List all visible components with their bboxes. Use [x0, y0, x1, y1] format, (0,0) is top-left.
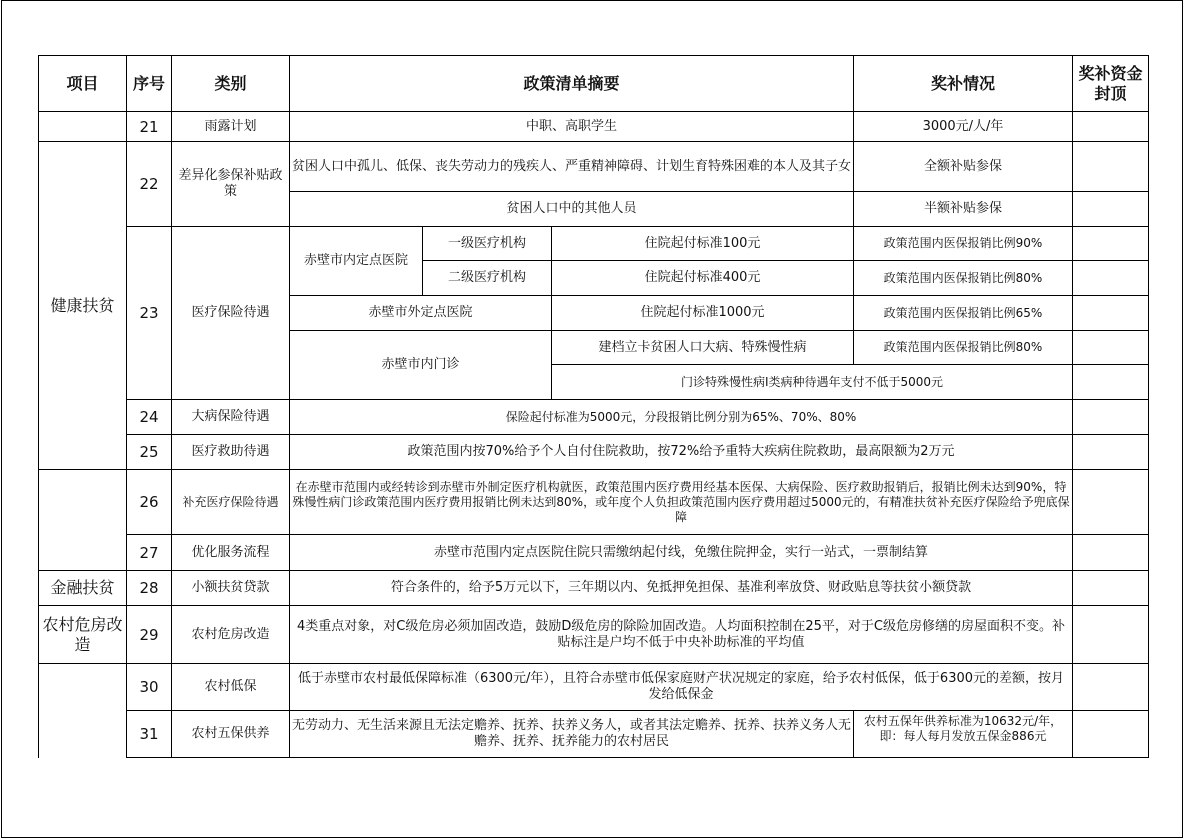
seq-cell: 27 — [127, 535, 172, 571]
policy-table — [38, 55, 1149, 758]
table-row-26 — [39, 470, 1149, 535]
header-subsidy: 奖补情况 — [854, 56, 1073, 112]
seq-cell: 23 — [127, 227, 172, 400]
header-row — [39, 56, 1149, 112]
table-row-24 — [39, 400, 1149, 435]
seq-cell: 29 — [127, 606, 172, 664]
cap-cell — [1073, 331, 1149, 365]
summary-cell: 贫困人口中孤儿、低保、丧失劳动力的残疾人、严重精神障碍、计划生育特殊困难的本人及其子女 — [290, 142, 854, 192]
table-row-21 — [39, 112, 1149, 142]
seq-cell: 25 — [127, 435, 172, 470]
threshold-cell: 住院起付标准1000元 — [552, 296, 854, 331]
section-finance: 金融扶贫 — [39, 571, 127, 606]
table-row-28 — [39, 571, 1149, 606]
category-cell: 农村危房改造 — [172, 606, 290, 664]
category-cell: 农村低保 — [172, 664, 290, 711]
category-cell: 补充医疗保险待遇 — [172, 470, 290, 535]
outpatient-note-cell: 门诊特殊慢性病I类病种待遇年支付不低于5000元 — [552, 365, 1073, 400]
summary-cell: 无劳动力、无生活来源且无法定赡养、抚养、扶养义务人，或者其法定赡养、抚养、扶养义务人无赡养、抚养、抚养能力的农村居民 — [290, 711, 854, 758]
project-cell — [39, 112, 127, 142]
cap-cell — [1073, 400, 1149, 435]
ratio-cell: 政策范围内医保报销比例90% — [854, 227, 1073, 261]
summary-cell: 低于赤壁市农村最低保障标准（6300元/年），且符合赤壁市低保家庭财产状况规定的家庭，给予农村低保，低于6300元的差额，按月发给低保金 — [290, 664, 1073, 711]
project-cell — [39, 470, 127, 571]
cap-cell — [1073, 535, 1149, 571]
table-row-31 — [39, 711, 1149, 758]
table-row-23a — [39, 227, 1149, 261]
outer-hospital-cell: 赤壁市外定点医院 — [290, 296, 552, 331]
category-cell: 小额扶贫贷款 — [172, 571, 290, 606]
cap-cell — [1073, 261, 1149, 296]
header-seq: 序号 — [127, 56, 172, 112]
cap-cell — [1073, 365, 1149, 400]
section-health: 健康扶贫 — [39, 142, 127, 470]
header-project: 项目 — [39, 56, 127, 112]
summary-cell: 贫困人口中的其他人员 — [290, 192, 854, 227]
cap-cell — [1073, 571, 1149, 606]
header-summary: 政策清单摘要 — [290, 56, 854, 112]
header-category: 类别 — [172, 56, 290, 112]
level1-cell: 一级医疗机构 — [423, 227, 552, 261]
outpatient-cell: 赤壁市内门诊 — [290, 331, 552, 400]
ratio-cell: 政策范围内医保报销比例65% — [854, 296, 1073, 331]
category-cell: 大病保险待遇 — [172, 400, 290, 435]
seq-cell: 22 — [127, 142, 172, 227]
cap-cell — [1073, 435, 1149, 470]
seq-cell: 28 — [127, 571, 172, 606]
subsidy-cell: 3000元/人/年 — [854, 112, 1073, 142]
summary-cell: 保险起付标准为5000元，分段报销比例分别为65%、70%、80% — [290, 400, 1073, 435]
cap-cell — [1073, 711, 1149, 758]
cap-cell — [1073, 192, 1149, 227]
seq-cell: 21 — [127, 112, 172, 142]
category-cell: 农村五保供养 — [172, 711, 290, 758]
cap-cell — [1073, 227, 1149, 261]
seq-cell: 30 — [127, 664, 172, 711]
table-row-22a — [39, 142, 1149, 192]
header-cap: 奖补资金封顶 — [1073, 56, 1149, 112]
cap-cell — [1073, 142, 1149, 192]
threshold-cell: 住院起付标准400元 — [552, 261, 854, 296]
subsidy-cell: 全额补贴参保 — [854, 142, 1073, 192]
ratio-cell: 政策范围内医保报销比例80% — [854, 261, 1073, 296]
summary-cell: 赤壁市范围内定点医院住院只需缴纳起付线，免缴住院押金，实行一站式，一票制结算 — [290, 535, 1073, 571]
inner-hospital-cell: 赤壁市内定点医院 — [290, 227, 423, 296]
subsidy-cell — [854, 711, 1073, 758]
table-row-25 — [39, 435, 1149, 470]
summary-cell: 中职、高职学生 — [290, 112, 854, 142]
seq-cell: 26 — [127, 470, 172, 535]
project-cell — [39, 664, 127, 758]
summary-cell: 政策范围内按70%给予个人自付住院救助，按72%给予重特大疾病住院救助，最高限额为2万元 — [290, 435, 1073, 470]
cap-cell — [1073, 112, 1149, 142]
ratio-cell: 政策范围内医保报销比例80% — [854, 331, 1073, 365]
cap-cell — [1073, 296, 1149, 331]
category-cell: 雨露计划 — [172, 112, 290, 142]
cap-cell — [1073, 664, 1149, 711]
subsidy-cell: 半额补贴参保 — [854, 192, 1073, 227]
table-row-27 — [39, 535, 1149, 571]
outpatient-desc-cell: 建档立卡贫困人口大病、特殊慢性病 — [552, 331, 854, 365]
threshold-cell: 住院起付标准100元 — [552, 227, 854, 261]
summary-cell: 在赤壁市范围内或经转诊到赤壁市外制定医疗机构就医，政策范围内医疗费用经基本医保、大病保险、医疗救助报销后，报销比例未达到90%，特殊慢性病门诊政策范围内医疗费用报销比例未达到80%，或年度个人负担政策范围内医疗费用超过5000元的，有精准扶贫补充医疗保险给予兜底保障 — [290, 470, 1073, 535]
category-cell: 优化服务流程 — [172, 535, 290, 571]
summary-cell: 4类重点对象，对C级危房必须加固改造，鼓励D级危房的除险加固改造。人均面积控制在25平，对于C级危房修缮的房屋面积不变。补贴标注是户均不低于中央补助标准的平均值 — [290, 606, 1073, 664]
level2-cell: 二级医疗机构 — [423, 261, 552, 296]
seq-cell: 31 — [127, 711, 172, 758]
category-cell: 医疗救助待遇 — [172, 435, 290, 470]
category-cell: 差异化参保补贴政策 — [172, 142, 290, 227]
cap-cell — [1073, 606, 1149, 664]
subsidy-text: 农村五保年供养标准为10632元/年，即：每人每月发放五保金886元 — [863, 714, 1063, 743]
table-row-30 — [39, 664, 1149, 711]
table-row-29 — [39, 606, 1149, 664]
cap-cell — [1073, 470, 1149, 535]
section-housing: 农村危房改造 — [39, 606, 127, 664]
summary-cell: 符合条件的，给予5万元以下，三年期以内、免抵押免担保、基准利率放贷、财政贴息等扶贫小额贷款 — [290, 571, 1073, 606]
category-cell: 医疗保险待遇 — [172, 227, 290, 400]
seq-cell: 24 — [127, 400, 172, 435]
